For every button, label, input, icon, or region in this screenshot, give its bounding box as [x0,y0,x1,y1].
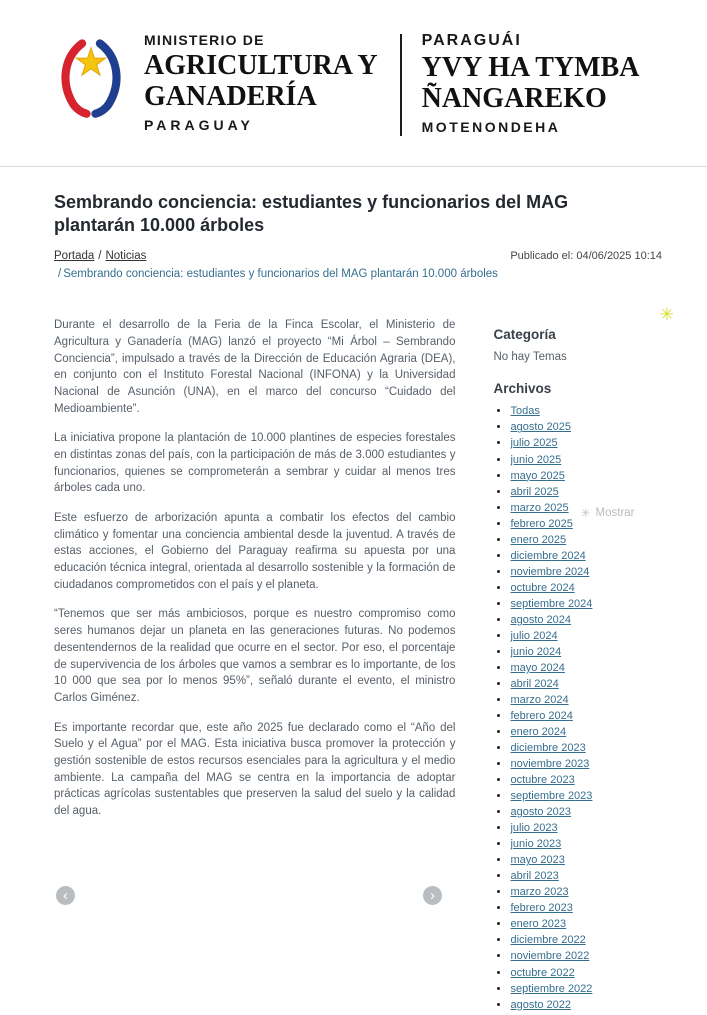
article-paragraph: La iniciativa propone la plantación de 10.000 plantines de especies forestales en distintas zonas del país, con la participación de más de 3.000 estudiantes y funcionarios, quienes se comprometerán a sembrar y cuidar al menos tres árboles cada uno. [54,432,456,495]
archive-item [510,822,662,835]
archive-link[interactable]: marzo 2024 [510,693,569,706]
breadcrumb-current-line [54,266,510,284]
archive-link[interactable]: diciembre 2022 [510,934,586,947]
archive-link[interactable]: agosto 2025 [510,421,572,434]
archive-link[interactable]: febrero 2025 [510,517,573,530]
sidebar [493,305,674,1014]
archive-link[interactable]: mayo 2023 [510,854,565,867]
article-body [54,317,455,1014]
archive-item [510,678,662,691]
mostrar-loading-overlay[interactable] [577,505,637,521]
archive-item [510,454,662,467]
archive-link[interactable]: enero 2023 [510,918,567,931]
archive-item [510,550,662,563]
site-header [0,0,707,136]
archive-link[interactable]: mayo 2025 [510,469,565,482]
breadcrumb-top-line [54,248,510,266]
archive-link[interactable]: julio 2023 [510,822,558,835]
ministry-wordmark [144,32,378,133]
wordmark-line: GANADERÍA [144,80,317,112]
wordmark-line: MINISTERIO DE [144,32,265,48]
spinner-icon: ✳ [580,506,591,521]
archive-item [510,886,662,899]
archive-link[interactable]: julio 2024 [510,629,558,642]
archive-link[interactable]: noviembre 2023 [510,758,590,771]
archive-link[interactable]: febrero 2023 [510,902,573,915]
archive-item [510,421,662,434]
article-paragraph: Este esfuerzo de arborización apunta a combatir los efectos del cambio climático y fomentar una conciencia ambiental desde la juventud. A través de estas acciones, el Gobierno del Paraguay reafirma su apuesta por una educación técnica integral, orientada al desarrollo sostenible y la formación de ciudadanos comprometidos con el país y el planeta. [54,512,456,591]
archive-link[interactable]: febrero 2024 [510,710,573,722]
archives-list [493,405,662,1011]
archive-link[interactable]: noviembre 2024 [510,565,590,578]
archive-item [510,726,662,739]
archive-item [510,967,662,980]
published-date: Publicado el: 04/06/2025 10:14 [510,249,662,262]
archive-link[interactable]: septiembre 2023 [510,790,593,803]
paraguay-coat-of-arms-logo [54,32,128,125]
article-paragraph: “Tenemos que ser más ambiciosos, porque es nuestro compromiso como seres humanos dejar un planeta en las generaciones futuras. No podemos desentendernos de la realidad que ocurre en el sector. Por eso, el porcentaje de supervivencia de los árboles que vamos a sembrar es lo importante, de los 10 000 que sea por lo menos 95%”, señaló durante el evento, el ministro Carlos Giménez. [54,608,456,704]
breadcrumb-separator: / [58,267,62,280]
archive-item [510,758,662,771]
guarani-wordmark [422,32,640,135]
header-divider [400,34,402,136]
wordmark-line: PARAGUAY [144,116,254,133]
archive-item [510,806,662,819]
archive-item [510,710,662,723]
archive-item [510,838,662,851]
carousel-next-button[interactable]: › [423,886,442,905]
archive-item [510,630,662,643]
archive-item [510,437,662,450]
archive-item [510,983,662,996]
wordmark-line: AGRICULTURA Y [144,50,378,81]
archive-item [510,934,662,947]
archive-link[interactable]: enero 2024 [510,726,567,739]
archive-link[interactable]: octubre 2024 [510,581,575,594]
mostrar-label: Mostrar [595,507,635,520]
archive-item [510,950,662,963]
wordmark-line: MOTENONDEHA [421,118,561,135]
breadcrumb [54,248,510,284]
breadcrumb-separator: / [98,249,102,262]
archive-link[interactable]: octubre 2023 [510,774,575,787]
main-content [0,191,707,1015]
meta-row [54,248,662,284]
archive-link[interactable]: marzo 2023 [510,886,569,899]
category-empty-text: No hay Temas [493,351,567,364]
archive-item [510,742,662,755]
breadcrumb-link-portada[interactable]: Portada [54,249,95,262]
content-row [54,305,674,1014]
breadcrumb-link-noticias[interactable]: Noticias [105,249,147,262]
archive-link[interactable]: abril 2025 [510,485,559,498]
archive-item [510,870,662,883]
archive-item [510,470,662,483]
archive-item [510,614,662,627]
archive-item [510,999,662,1012]
category-heading: Categoría [493,327,556,343]
archive-link[interactable]: octubre 2022 [510,966,575,979]
archive-item [510,662,662,675]
wordmark-line: YVY HA TYMBA [421,52,640,83]
archive-link[interactable]: mayo 2024 [510,661,565,674]
archive-link[interactable]: septiembre 2024 [510,597,593,610]
archive-link[interactable]: junio 2023 [510,838,562,851]
archive-item [510,790,662,803]
archive-link[interactable]: Todas [510,405,540,418]
archive-link[interactable]: diciembre 2023 [510,742,586,755]
archive-item [510,694,662,707]
archive-link[interactable]: diciembre 2024 [510,549,586,562]
wordmark-line: PARAGUÁI [421,32,522,49]
archive-item [510,918,662,931]
archive-link[interactable]: junio 2025 [510,453,562,466]
article-paragraph: Durante el desarrollo de la Feria de la Finca Escolar, el Ministerio de Agricultura y Ganadería (MAG) lanzó el proyecto “Mi Árbol – Sembrando Conciencia”, impulsado a través de la Dirección de Educación Agraria (DEA), en conjunto con el Instituto Forestal Nacional (INFONA) y la Universidad Nacional de Asunción (UNA), en el marco del concurso “Cuidado del Medioambiente”. [54,319,456,415]
accessibility-asterisk-icon[interactable]: ✳ [659,305,674,325]
archive-link[interactable]: agosto 2022 [510,998,572,1011]
archive-link[interactable]: noviembre 2022 [510,950,590,963]
archive-item [510,405,662,418]
archive-item [510,854,662,867]
archives-heading: Archivos [493,381,552,397]
archive-item [510,598,662,611]
article-paragraph: Es importante recordar que, este año 2025 fue declarado como el “Año del Suelo y el Agua” por el MAG. Esta iniciativa busca promover la protección y gestión sostenible de estos recursos esenciales para la agricultura y el medio ambiente. La campaña del MAG se centra en la importancia de adoptar prácticas agrícolas sustentables que preserven la salud del suelo y la calidad del agua. [54,721,456,817]
archive-item [510,566,662,579]
archive-item [510,534,662,547]
archive-link[interactable]: septiembre 2022 [510,982,593,995]
archive-link[interactable]: julio 2025 [510,437,558,450]
archive-link[interactable]: agosto 2024 [510,613,572,626]
archive-item [510,774,662,787]
archive-item [510,486,662,499]
archive-link[interactable]: abril 2023 [510,870,559,883]
carousel-prev-button[interactable]: ‹ [56,886,75,905]
breadcrumb-current: Sembrando conciencia: estudiantes y funcionarios del MAG plantarán 10.000 árboles [63,267,498,280]
wordmark-line: ÑANGAREKO [421,82,607,114]
archive-link[interactable]: marzo 2025 [510,501,569,514]
archive-item [510,646,662,659]
archive-link[interactable]: agosto 2023 [510,806,572,819]
archive-link[interactable]: abril 2024 [510,677,559,690]
archive-link[interactable]: enero 2025 [510,533,567,546]
header-rule [0,166,707,167]
archive-link[interactable]: junio 2024 [510,645,562,658]
page-title: Sembrando conciencia: estudiantes y funcionarios del MAG plantarán 10.000 árboles [54,192,569,236]
archive-item [510,902,662,915]
archive-item [510,582,662,595]
